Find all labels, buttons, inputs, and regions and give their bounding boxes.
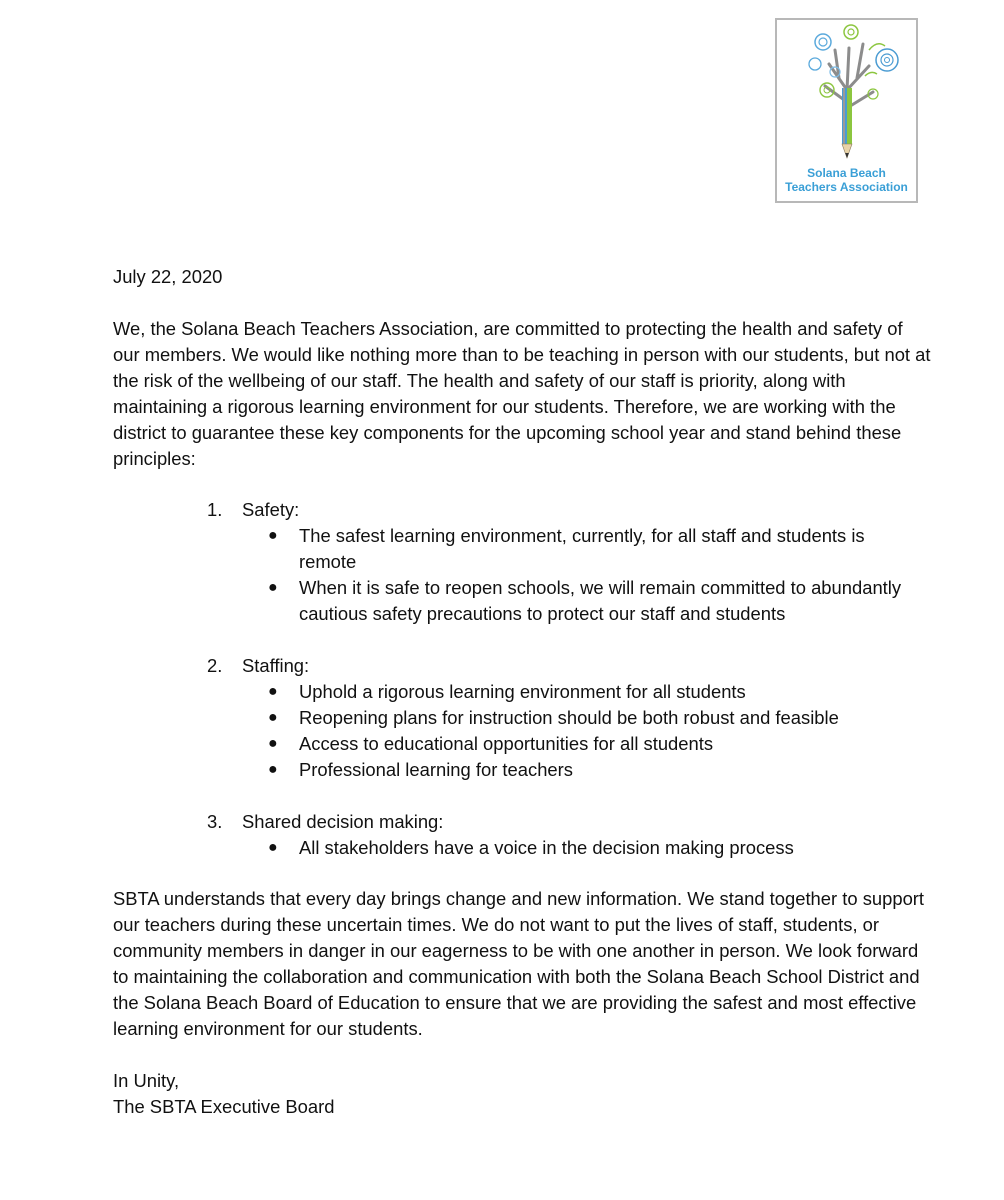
bullet-text: All stakeholders have a voice in the decision making process (299, 837, 794, 858)
intro-paragraph: We, the Solana Beach Teachers Association, are committed to protecting the health and safety of our members. We would like nothing more than to be teaching in person with our students, but not at the risk of the wellbeing of our staff. The health and safety of our staff is priority, along with maintaining a rigorous learning environment for our students. Therefore, we are working with the district to guarantee these key components for the upcoming school year and stand behind these principles: (113, 318, 931, 469)
section-safety (113, 497, 933, 627)
signoff-block (113, 1068, 334, 1120)
section-title: Staffing: (242, 655, 310, 676)
section-number: 3. (207, 811, 223, 832)
logo-text-line1: Solana Beach (807, 166, 886, 180)
logo-text-line2: Teachers Association (785, 180, 908, 194)
bullet-icon: ● (268, 527, 278, 544)
bullet-text: Professional learning for teachers (299, 759, 573, 780)
bullet-text: The safest learning environment, currently, for all staff and students is remote (299, 525, 865, 572)
bullet-icon: ● (268, 761, 278, 778)
section-number: 2. (207, 655, 223, 676)
section-title: Safety: (242, 499, 300, 520)
signature-text: The SBTA Executive Board (113, 1096, 335, 1117)
bullet-text: When it is safe to reopen schools, we will remain committed to abundantly cautious safety precautions to protect our staff and students (299, 577, 902, 624)
bullet-icon: ● (268, 683, 278, 700)
list-item (113, 523, 933, 575)
list-item (113, 835, 933, 861)
list-item (113, 575, 933, 627)
list-item (113, 679, 933, 705)
section-staffing (113, 653, 933, 783)
letter-date: July 22, 2020 (113, 266, 223, 287)
bullet-icon: ● (268, 579, 278, 596)
signoff-text: In Unity, (113, 1070, 180, 1091)
bullet-text: Uphold a rigorous learning environment for all students (299, 681, 746, 702)
section-shared-decision-making (113, 809, 933, 861)
list-item (113, 757, 933, 783)
section-title: Shared decision making: (242, 811, 444, 832)
bullet-text: Reopening plans for instruction should be both robust and feasible (299, 707, 839, 728)
closing-paragraph: SBTA understands that every day brings change and new information. We stand together to support our teachers during these uncertain times. We do not want to put the lives of staff, students, or community members in danger in our eagerness to be with one another in person. We look forward to maintaining the collaboration and communication with both the Solana Beach School District and the Solana Beach Board of Education to ensure that we are providing the safest and most effective learning environment for our students. (113, 888, 925, 1039)
bullet-text: Access to educational opportunities for all students (299, 733, 714, 754)
list-item (113, 731, 933, 757)
bullet-icon: ● (268, 735, 278, 752)
bullet-icon: ● (268, 839, 278, 856)
bullet-icon: ● (268, 709, 278, 726)
association-logo (775, 18, 918, 203)
list-item (113, 705, 933, 731)
section-number: 1. (207, 499, 223, 520)
